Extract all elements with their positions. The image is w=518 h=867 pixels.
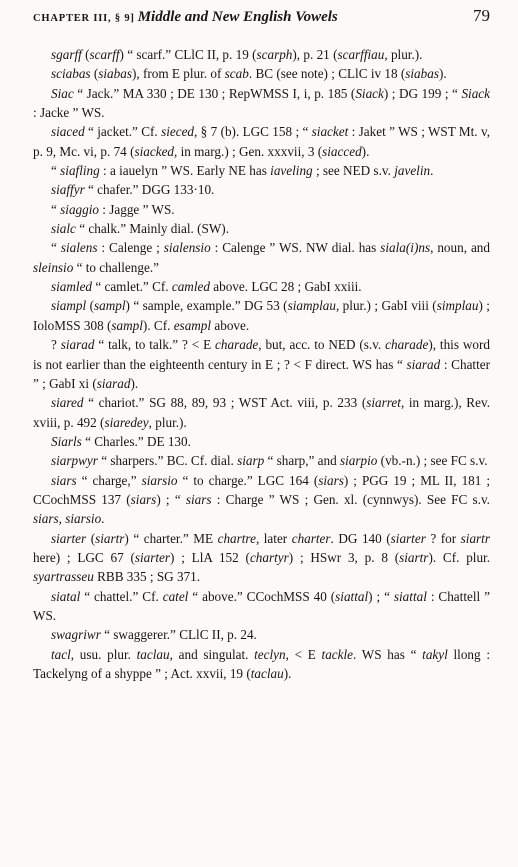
- glossary-entry: ? siarad “ talk, to talk.” ? < E charade, but, acc. to NED (s.v. charade), this word is not earlier than the eighteenth century in E ; ? < F direct. WS has “ siarad : Chatter ” ; GabI xi (siarad).: [33, 337, 490, 391]
- glossary-entry: siatal “ chattel.” Cf. catel “ above.” CCochMSS 40 (siattal) ; “ siattal : Chattell ” WS.: [33, 588, 490, 623]
- glossary-entry: siarpwyr “ sharpers.” BC. Cf. dial. siarp “ sharp,” and siarpio (vb.-n.) ; see FC s.v.: [51, 453, 488, 469]
- glossary-entry: siampl (sampl) “ sample, example.” DG 53 (siamplau, plur.) ; GabI viii (simplau) ; IoloMSS 308 (sampl). Cf. esampl above.: [33, 298, 490, 333]
- page-number: 79: [473, 6, 490, 25]
- glossary-entry: siaffyr “ chafer.” DGG 133·10.: [51, 182, 215, 198]
- glossary-entry: tacl, usu. plur. taclau, and singulat. teclyn, < E tackle. WS has “ takyl llong : Tackelyng of a shyppe ” ; Act. xxvii, 19 (taclau).: [33, 646, 490, 681]
- glossary-entry: siars “ charge,” siarsio “ to charge.” LGC 164 (siars) ; PGG 19 ; ML II, 181 ; CCochMSS 137 (siars) ; “ siars : Charge ” WS ; Gen. xl. (cynnwys). See FC s.v. siars, siarsio.: [33, 472, 491, 527]
- glossary-body: [33, 45, 490, 683]
- glossary-entry: Siac “ Jack.” MA 330 ; DE 130 ; RepWMSS I, i, p. 185 (Siack) ; DG 199 ; “ Siack : Jacke ” WS.: [33, 85, 490, 121]
- glossary-entry: Siarls “ Charles.” DE 130.: [51, 433, 191, 449]
- glossary-entry: sialc “ chalk.” Mainly dial. (SW).: [51, 221, 229, 237]
- glossary-entry: “ siaggio : Jagge ” WS.: [51, 201, 175, 217]
- glossary-entry: “ siafling : a iauelyn ” WS. Early NE has iaveling ; see NED s.v. javelin.: [51, 163, 434, 179]
- glossary-entry: sciabas (siabas), from E plur. of scab. BC (see note) ; CLlC iv 18 (siabas).: [51, 66, 447, 82]
- section-title: Middle and New English Vowels: [137, 9, 338, 25]
- glossary-entry: sgarff (scarff) “ scarf.” CLlC II, p. 19 (scarph), p. 21 (scarffiau, plur.).: [51, 47, 423, 62]
- running-header: [33, 6, 490, 36]
- glossary-entry: swagriwr “ swaggerer.” CLlC II, p. 24.: [51, 627, 257, 643]
- glossary-entry: siared “ chariot.” SG 88, 89, 93 ; WST Act. viii, p. 233 (siarret, in marg.), Rev. xviii, p. 492 (siaredey, plur.).: [33, 395, 490, 430]
- chapter-reference: CHAPTER III, § 9]: [33, 13, 135, 24]
- glossary-entry: siarter (siartr) “ charter.” ME chartre, later charter. DG 140 (siarter ? for siartr here) ; LGC 67 (siarter) ; LlA 152 (chartyr) ; HSwr 3, p. 8 (siartr). Cf. plur. syartrasseu RBB 335 ; SG 371.: [33, 530, 490, 585]
- glossary-entry: siaced “ jacket.” Cf. sieced, § 7 (b). LGC 158 ; “ siacket : Jaket ” WS ; WST Mt. v, p. 9, Mc. vi, p. 74 (siacked, in marg.) ; Gen. xxxvii, 3 (siacced).: [33, 124, 490, 159]
- glossary-entry: “ sialens : Calenge ; sialensio : Calenge ” WS. NW dial. has siala(i)ns, noun, and sleinsio “ to challenge.”: [33, 240, 490, 275]
- glossary-entry: siamled “ camlet.” Cf. camled above. LGC 28 ; GabI xxiii.: [51, 279, 362, 295]
